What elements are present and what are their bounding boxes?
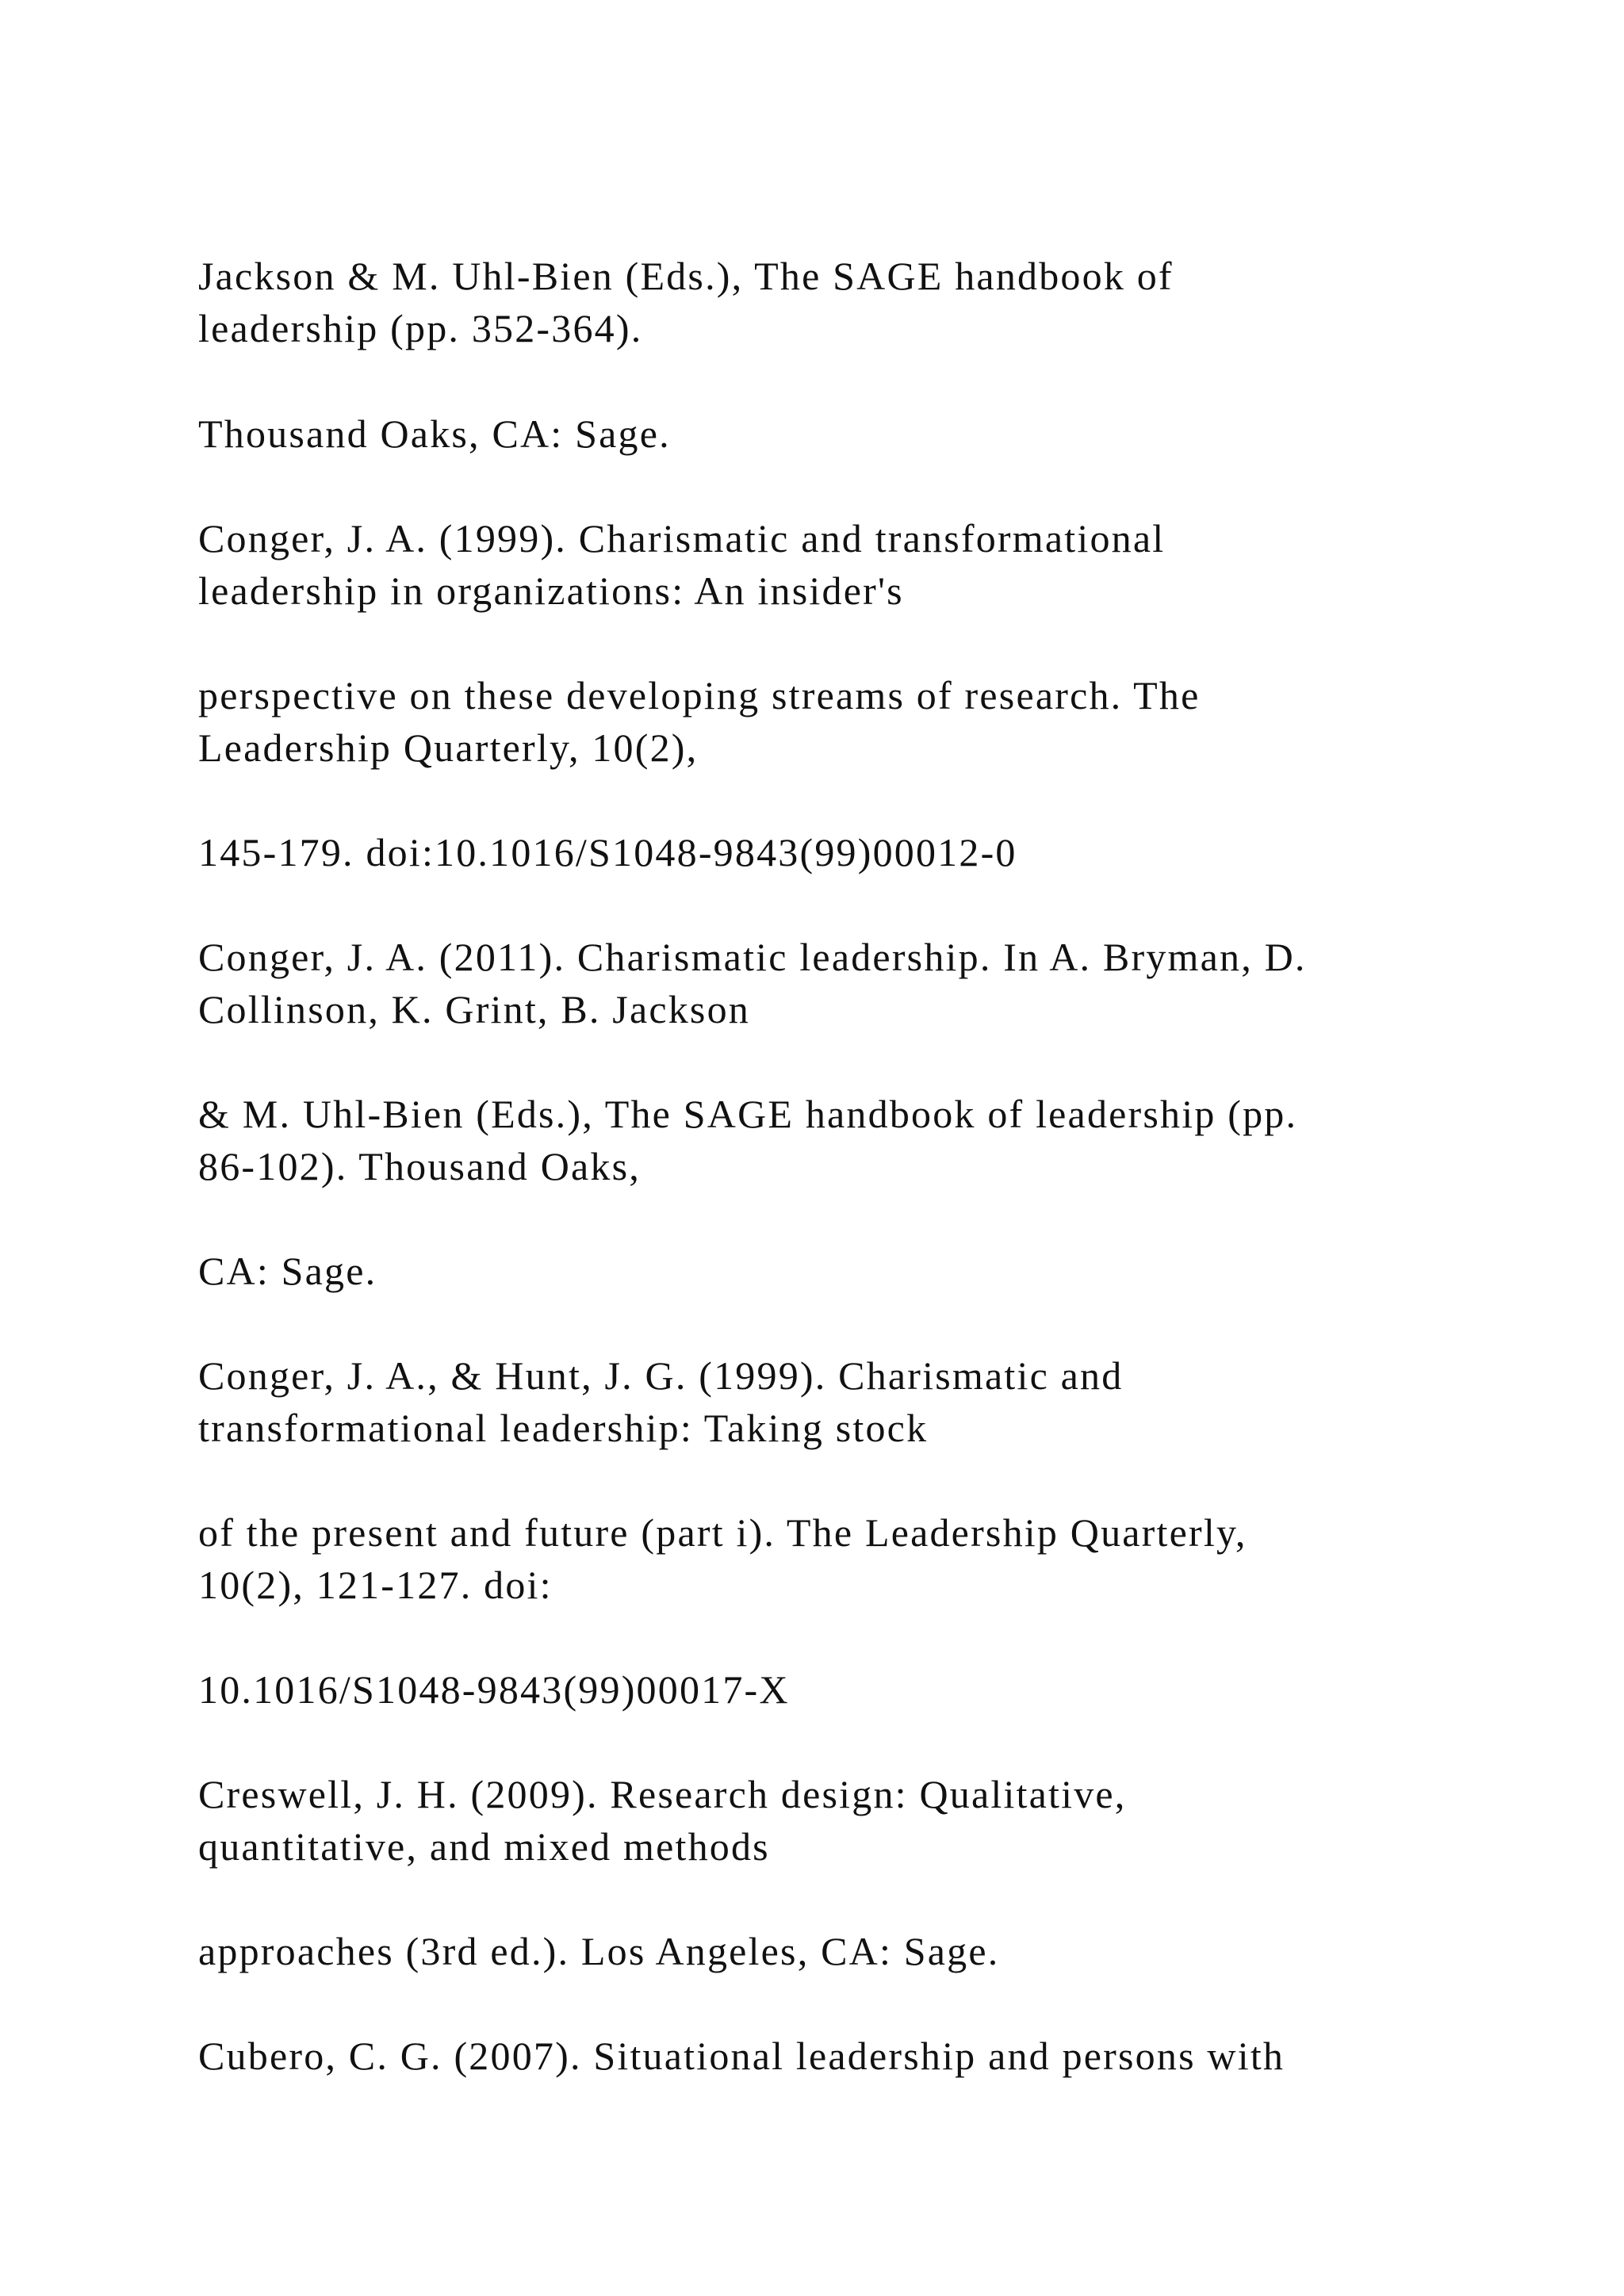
reference-line: Leadership Quarterly, 10(2), bbox=[198, 725, 699, 770]
reference-paragraph bbox=[198, 826, 1435, 878]
reference-line: 145-179. doi:10.1016/S1048-9843(99)00012-0 bbox=[198, 830, 1017, 874]
reference-line: Thousand Oaks, CA: Sage. bbox=[198, 411, 671, 456]
reference-paragraph bbox=[198, 408, 1435, 460]
reference-line: quantitative, and mixed methods bbox=[198, 1824, 770, 1869]
reference-line: approaches (3rd ed.). Los Angeles, CA: Sage. bbox=[198, 1929, 1000, 1973]
reference-paragraph bbox=[198, 1245, 1435, 1297]
reference-paragraph bbox=[198, 1768, 1435, 1873]
reference-line: 10.1016/S1048-9843(99)00017-X bbox=[198, 1667, 790, 1712]
reference-line: Creswell, J. H. (2009). Research design: Qualitative, bbox=[198, 1772, 1127, 1816]
reference-line: Collinson, K. Grint, B. Jackson bbox=[198, 987, 750, 1031]
reference-paragraph bbox=[198, 1925, 1435, 1977]
reference-paragraph bbox=[198, 1349, 1435, 1454]
reference-line: CA: Sage. bbox=[198, 1249, 377, 1293]
reference-line: 10(2), 121-127. doi: bbox=[198, 1563, 553, 1607]
reference-paragraph bbox=[198, 931, 1435, 1035]
reference-line: & M. Uhl-Bien (Eds.), The SAGE handbook of leadership (pp. bbox=[198, 1092, 1298, 1136]
reference-paragraph bbox=[198, 1506, 1435, 1611]
reference-line: leadership in organizations: An insider's bbox=[198, 568, 904, 613]
reference-paragraph bbox=[198, 1663, 1435, 1716]
reference-paragraph bbox=[198, 1088, 1435, 1192]
reference-paragraph bbox=[198, 669, 1435, 774]
reference-line: leadership (pp. 352-364). bbox=[198, 306, 643, 350]
reference-line: Cubero, C. G. (2007). Situational leadership and persons with bbox=[198, 2034, 1285, 2078]
reference-paragraph bbox=[198, 512, 1435, 617]
reference-line: Conger, J. A., & Hunt, J. G. (1999). Charismatic and bbox=[198, 1353, 1124, 1398]
reference-line: Conger, J. A. (1999). Charismatic and transformational bbox=[198, 516, 1166, 561]
reference-line: of the present and future (part i). The Leadership Quarterly, bbox=[198, 1510, 1247, 1555]
reference-line: perspective on these developing streams of research. The bbox=[198, 673, 1201, 718]
reference-paragraph bbox=[198, 2030, 1435, 2082]
reference-line: 86-102). Thousand Oaks, bbox=[198, 1144, 641, 1188]
reference-line: transformational leadership: Taking stock bbox=[198, 1406, 929, 1450]
reference-paragraph bbox=[198, 250, 1435, 354]
reference-line: Jackson & M. Uhl-Bien (Eds.), The SAGE handbook of bbox=[198, 254, 1174, 298]
reference-line: Conger, J. A. (2011). Charismatic leadership. In A. Bryman, D. bbox=[198, 935, 1307, 979]
